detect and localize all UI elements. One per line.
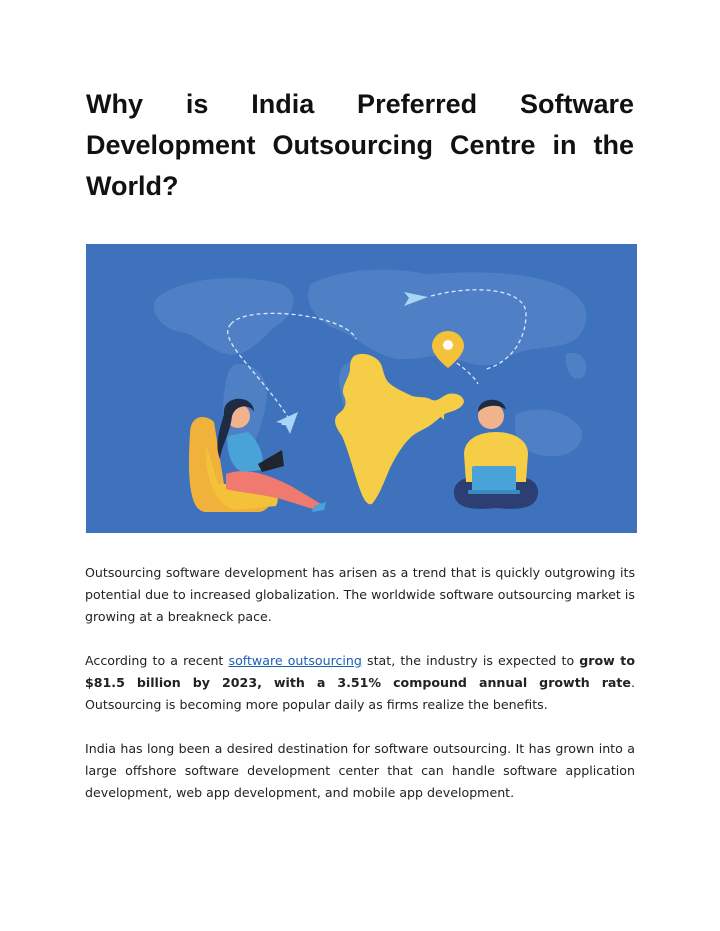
hero-svg [86, 244, 637, 533]
stat-paragraph-lead: According to a recent [85, 653, 229, 668]
india-paragraph: India has long been a desired destination for software outsourcing. It has grown into a large offshore software development center that can handle software application development, web app development, and mobile app development. [85, 741, 635, 800]
stat-paragraph [85, 650, 635, 716]
hero-illustration [86, 244, 637, 533]
software-outsourcing-link[interactable]: software outsourcing [228, 653, 362, 668]
intro-paragraph: Outsourcing software development has arisen as a trend that is quickly outgrowing its potential due to increased globalization. The worldwide software outsourcing market is growing at a breakneck pace. [85, 565, 635, 624]
stat-paragraph-tail: . Outsourcing is becoming more popular daily as firms realize the benefits. [85, 675, 635, 712]
growth-stat-highlight: grow to $81.5 billion by 2023, with a 3.51% compound annual growth rate [85, 653, 635, 690]
stat-paragraph-middle: stat, the industry is expected to [361, 653, 580, 668]
page-title: Why is India Preferred Software Development Outsourcing Centre in the World? [86, 89, 634, 201]
